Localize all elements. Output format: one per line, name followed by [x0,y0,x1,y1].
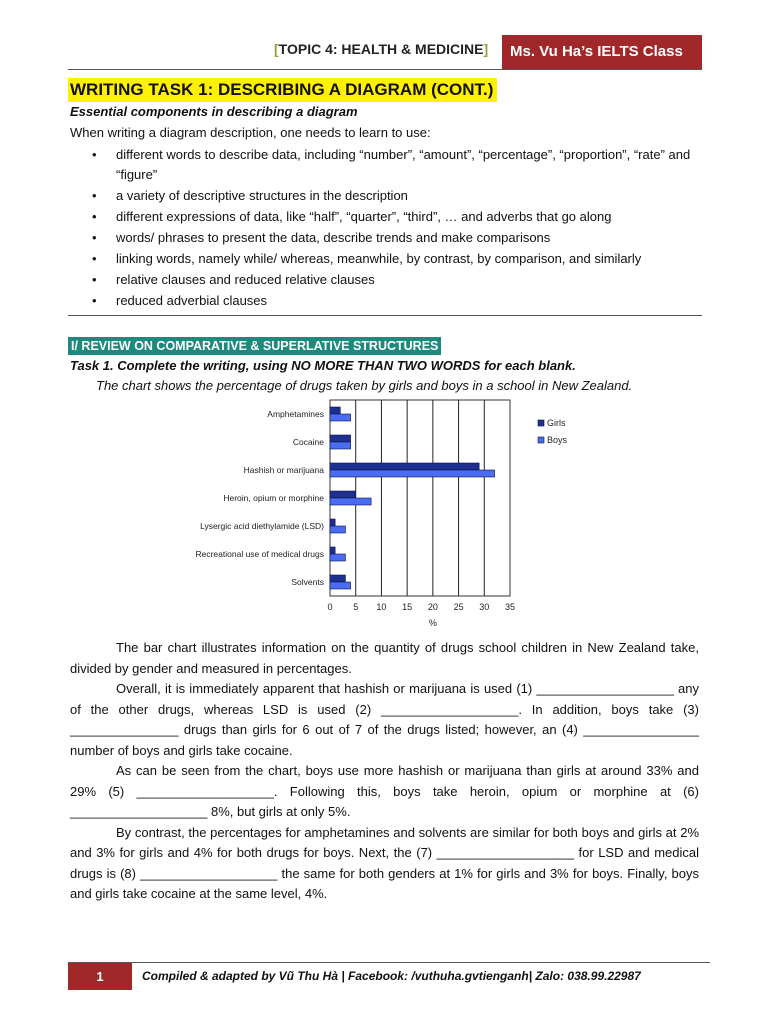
bullet-list [70,145,702,312]
bracket-close: ] [483,41,489,57]
bullet-icon: • [92,272,97,287]
x-axis-label: % [428,618,437,628]
list-item: • relative clauses and reduced relative clauses [70,270,702,290]
bar-girls [330,435,351,442]
y-tick-label: Amphetamines [267,409,324,419]
list-item: • a variety of descriptive structures in the description [70,186,702,206]
bar-girls [330,463,479,470]
x-tick-label: 35 [504,602,516,612]
bar-boys [330,470,495,477]
bullet-icon: • [92,188,97,203]
bar-chart [180,398,580,634]
paragraph-4: By contrast, the percentages for amphetamines and solvents are similar for both boys and girls at 2% and 3% for girls and 4% for both drugs for boys. Next, the (7) ___________________ for LSD and medical drugs is (8) ___________________ the same for both genders at 1% for girls and 3% for boys. Finally, boys and girls take cocaine at the same level, 4%. [70,824,699,901]
paragraph-2: Overall, it is immediately apparent that hashish or marijuana is used (1) ___________________ any of the other drugs, whereas LSD is used (2) ___________________. In addition, boys take (3) _______________ drugs than girls for 6 out of 7 of the drugs listed; however, an (4) ________________ number of boys and girls take cocaine. [70,681,699,758]
topic-label: TOPIC 4: HEALTH & MEDICINE [278,41,484,57]
legend-swatch [538,437,544,443]
x-tick-label: 5 [353,602,359,612]
list-item: • linking words, namely while/ whereas, meanwhile, by contrast, by comparison, and similarly [70,249,702,269]
y-tick-label: Cocaine [292,437,324,447]
list-item: • words/ phrases to present the data, describe trends and make comparisons [70,228,702,248]
class-name-badge: Ms. Vu Ha’s IELTS Class [502,35,702,69]
y-tick-label: Lysergic acid diethylamide (LSD) [200,521,324,531]
page-title: WRITING TASK 1: DESCRIBING A DIAGRAM (CONT.) [68,78,497,102]
list-item: • different words to describe data, including “number”, “amount”, “percentage”, “proportion”, “rate” and “figure” [92,147,691,182]
bar-boys [330,526,345,533]
y-tick-label: Heroin, opium or morphine [223,493,324,503]
bar-boys [330,582,351,589]
paragraph-3: As can be seen from the chart, boys use more hashish or marijuana than girls at around 33% and 29% (5) ___________________. Following this, boys take heroin, opium or morphine at (6) ___________________ 8%, but girls at only 5%. [70,763,699,819]
section-heading: I/ REVIEW ON COMPARATIVE & SUPERLATIVE STRUCTURES [68,337,441,355]
bar-girls [330,547,335,554]
legend-label: Girls [547,418,566,428]
intro-text: When writing a diagram description, one needs to learn to use: [70,125,431,140]
x-tick-label: 0 [327,602,333,612]
bar-boys [330,554,345,561]
header-topic [274,41,488,57]
legend-label: Boys [547,435,568,445]
footer-credit: Compiled & adapted by Vũ Thu Hà | Facebook: /vuthuha.gvtienganh| Zalo: 038.99.22987 [142,969,641,983]
section-divider [68,315,702,316]
bullet-icon: • [92,293,97,308]
bar-boys [330,414,351,421]
bullet-icon: • [92,230,97,245]
x-tick-label: 15 [402,602,413,612]
task-instruction: Task 1. Complete the writing, using NO MORE THAN TWO WORDS for each blank. [70,358,576,373]
bullet-icon: • [92,147,97,162]
x-tick-label: 10 [376,602,387,612]
bar-boys [330,442,351,449]
x-tick-label: 30 [479,602,490,612]
footer-divider [68,962,710,963]
bullet-icon: • [92,209,97,224]
answer-text [70,638,699,905]
y-tick-label: Solvents [291,577,324,587]
chart-caption: The chart shows the percentage of drugs taken by girls and boys in a school in New Zealand. [96,378,633,393]
x-tick-label: 20 [427,602,438,612]
y-tick-label: Recreational use of medical drugs [195,549,324,559]
header-divider [68,69,702,70]
bar-girls [330,519,335,526]
bar-girls [330,491,356,498]
bullet-icon: • [92,251,97,266]
bracket-open: [ [274,41,279,57]
list-item: • reduced adverbial clauses [70,291,702,311]
x-tick-label: 25 [453,602,464,612]
bar-girls [330,407,340,414]
bar-girls [330,575,345,582]
bar-boys [330,498,371,505]
list-item: • different expressions of data, like “half”, “quarter”, “third”, … and adverbs that go along [70,207,702,227]
paragraph-1: The bar chart illustrates information on the quantity of drugs school children in New Zealand take, divided by gender and measured in percentages. [70,640,699,676]
subheading: Essential components in describing a diagram [70,104,358,119]
y-tick-label: Hashish or marijuana [243,465,324,475]
legend-swatch [538,420,544,426]
page-number: 1 [68,963,132,990]
